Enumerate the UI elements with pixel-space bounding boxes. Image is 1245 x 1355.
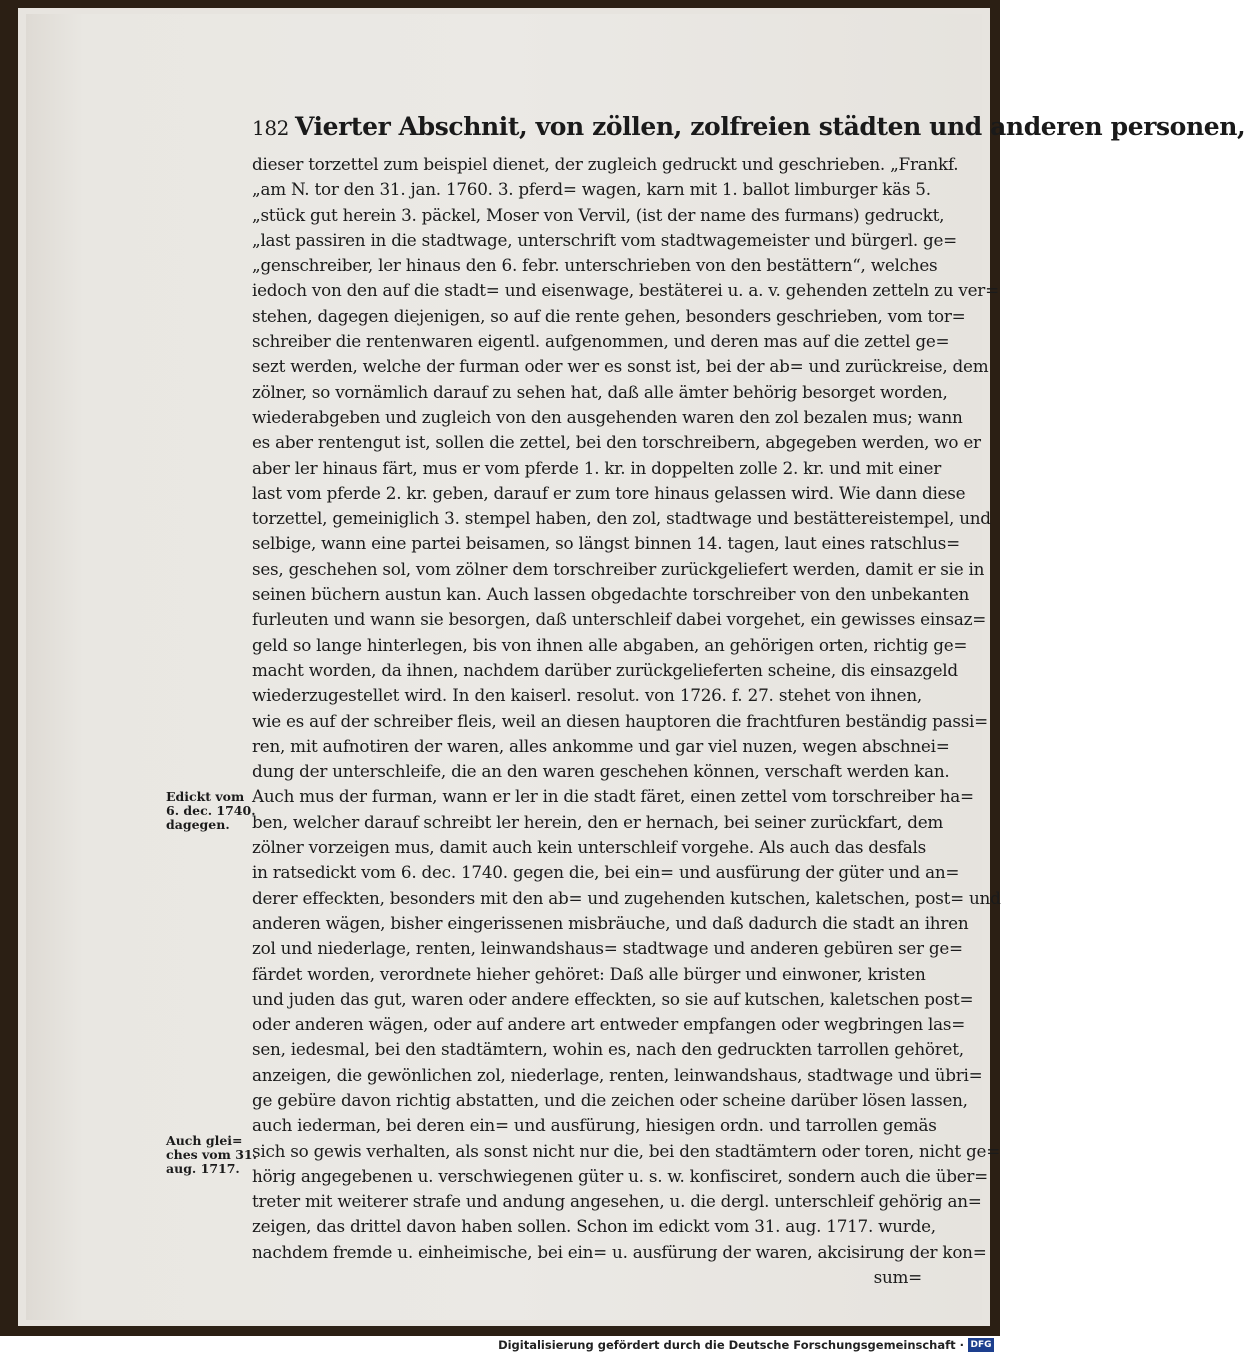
text-line: schreiber die rentenwaren eigentl. aufgenommen, und deren mas auf die zettel ge= — [252, 331, 950, 352]
text-line: ses, geschehen sol, vom zölner dem torschreiber zurückgeliefert werden, damit er sie in — [252, 558, 985, 579]
margin-note-line: dagegen. — [166, 817, 230, 832]
text-line: treter mit weiterer strafe und andung angesehen, u. die dergl. unterschleif gehörig an= — [252, 1191, 982, 1212]
chapter-title: Vierter Abschnit, von zöllen, zolfreien städten und anderen personen, — [294, 112, 1245, 141]
text-line: „genschreiber, ler hinaus den 6. febr. unterschrieben von den bestättern“, welches — [252, 255, 938, 276]
text-line: torzettel, gemeiniglich 3. stempel haben, den zol, stadtwage und bestättereistempel, und — [252, 508, 991, 529]
text-line: „am N. tor den 31. jan. 1760. 3. pferd= wagen, karn mit 1. ballot limburger käs 5. — [252, 179, 931, 200]
text-line: stehen, dagegen diejenigen, so auf die rente gehen, besonders geschrieben, vom tor= — [252, 305, 966, 326]
text-line: in ratsedickt vom 6. dec. 1740. gegen die, bei ein= und ausfürung der güter und an= — [252, 862, 960, 883]
text-line: dieser torzettel zum beispiel dienet, der zugleich gedruckt und geschrieben. „Frankf. — [252, 154, 959, 174]
margin-note-edict-1740 — [166, 790, 256, 832]
text-line: zölner vorzeigen mus, damit auch kein unterschleif vorgehe. Als auch das desfals — [252, 837, 927, 858]
text-line: sen, iedesmal, bei den stadtämtern, wohin es, nach den gedruckten tarrollen gehöret, — [252, 1039, 964, 1060]
running-head — [252, 112, 1245, 146]
text-line: oder anderen wägen, oder auf andere art entweder empfangen oder wegbringen las= — [252, 1014, 966, 1035]
text-line: macht worden, da ihnen, nachdem darüber zurückgelieferten scheine, dis einsazgeld — [252, 659, 958, 680]
footer-bar — [0, 1336, 1000, 1355]
text-line: seinen büchern austun kan. Auch lassen obgedachte torschreiber von den unbekanten — [252, 584, 970, 605]
text-line: „last passiren in die stadtwage, unterschrift vom stadtwagemeister und bürgerl. ge= — [252, 229, 957, 250]
text-line: „stück gut herein 3. päckel, Moser von Vervil, (ist der name des furmans) gedruckt, — [252, 204, 945, 225]
text-line: ren, mit aufnotiren der waren, alles ankomme und gar viel nuzen, wegen abschnei= — [252, 735, 950, 756]
text-line: es aber rentengut ist, sollen die zettel, bei den torschreibern, abgegeben werden, wo er — [252, 432, 981, 453]
text-line: geld so lange hinterlegen, bis von ihnen alle abgaben, an gehörigen orten, richtig ge= — [252, 634, 968, 655]
text-line: Auch mus der furman, wann er ler in die stadt färet, einen zettel vom torschreiber ha= — [252, 786, 974, 807]
text-line: hörig angegebenen u. verschwiegenen güter u. s. w. konfisciret, sondern auch die über= — [252, 1165, 988, 1186]
text-line: aber ler hinaus färt, mus er vom pferde 1. kr. in doppelten zolle 2. kr. und mit einer — [252, 457, 942, 478]
text-line: wie es auf der schreiber fleis, weil an diesen hauptoren die frachtfuren beständig passi= — [252, 710, 988, 731]
text-line: dung der unterschleife, die an den waren geschehen können, verschaft werden kan. — [252, 761, 950, 782]
margin-note-line: Edickt vom — [166, 789, 245, 804]
text-line: last vom pferde 2. kr. geben, darauf er zum tore hinaus gelassen wird. Wie dann diese — [252, 482, 966, 503]
text-line: anzeigen, die gewönlichen zol, niederlage, renten, leinwandshaus, stadtwage und übri= — [252, 1064, 983, 1085]
text-line: wiederzugestellet wird. In den kaiserl. resolut. von 1726. f. 27. stehet von ihnen, — [252, 685, 922, 706]
margin-note-1717 — [166, 1134, 257, 1176]
margin-note-line: ches vom 31. — [166, 1147, 257, 1162]
body-text — [252, 152, 1001, 1288]
text-line: selbige, wann eine partei beisamen, so längst binnen 14. tagen, laut eines ratschlus= — [252, 533, 960, 554]
text-line: furleuten und wann sie besorgen, daß unterschleif dabei vorgehet, ein gewisses einsaz= — [252, 609, 987, 630]
text-line: nachdem fremde u. einheimische, bei ein= u. ausfürung der waren, akcisirung der kon= — [252, 1241, 987, 1262]
text-line: ben, welcher darauf schreibt ler herein, den er hernach, bei seiner zurückfart, dem — [252, 811, 944, 832]
text-line: zeigen, das drittel davon haben sollen. Schon im edickt vom 31. aug. 1717. wurde, — [252, 1216, 936, 1237]
text-line: iedoch von den auf die stadt= und eisenwage, bestäterei u. a. v. gehenden zetteln zu ver= — [252, 280, 999, 301]
text-line: auch iederman, bei deren ein= und ausfürung, hiesigen ordn. und tarrollen gemäs — [252, 1115, 937, 1136]
text-line: und juden das gut, waren oder andere effeckten, so sie auf kutschen, kaletschen post= — [252, 988, 974, 1009]
text-line: derer effeckten, besonders mit den ab= und zugehenden kutschen, kaletschen, post= und — [252, 887, 1001, 908]
funding-notice: Digitalisierung gefördert durch die Deutsche Forschungsgemeinschaft · — [498, 1338, 964, 1352]
margin-note-line: 6. dec. 1740. — [166, 803, 256, 818]
text-line: wiederabgeben und zugleich von den ausgehenden waren den zol bezalen mus; wann — [252, 406, 963, 427]
margin-note-line: Auch glei= — [166, 1133, 243, 1148]
text-line: anderen wägen, bisher eingerissenen misbräuche, und daß dadurch die stadt an ihren — [252, 912, 969, 933]
text-line: sich so gewis verhalten, als sonst nicht nur die, bei den stadtämtern oder toren, nicht ge= — [252, 1140, 1000, 1161]
text-line: ge gebüre davon richtig abstatten, und die zeichen oder scheine darüber lösen lassen, — [252, 1089, 968, 1110]
margin-note-line: aug. 1717. — [166, 1161, 240, 1176]
page-number: 182 — [252, 116, 289, 140]
text-line: färdet worden, verordnete hieher gehöret: Daß alle bürger und einwoner, kristen — [252, 963, 926, 984]
text-line: zol und niederlage, renten, leinwandshaus= stadtwage und anderen gebüren ser ge= — [252, 938, 963, 959]
dfg-logo: DFG — [968, 1338, 994, 1352]
text-line: sum= — [873, 1267, 922, 1288]
text-line: sezt werden, welche der furman oder wer es sonst ist, bei der ab= und zurückreise, dem — [252, 356, 989, 377]
text-line: zölner, so vornämlich darauf zu sehen hat, daß alle ämter behörig besorget worden, — [252, 381, 948, 402]
